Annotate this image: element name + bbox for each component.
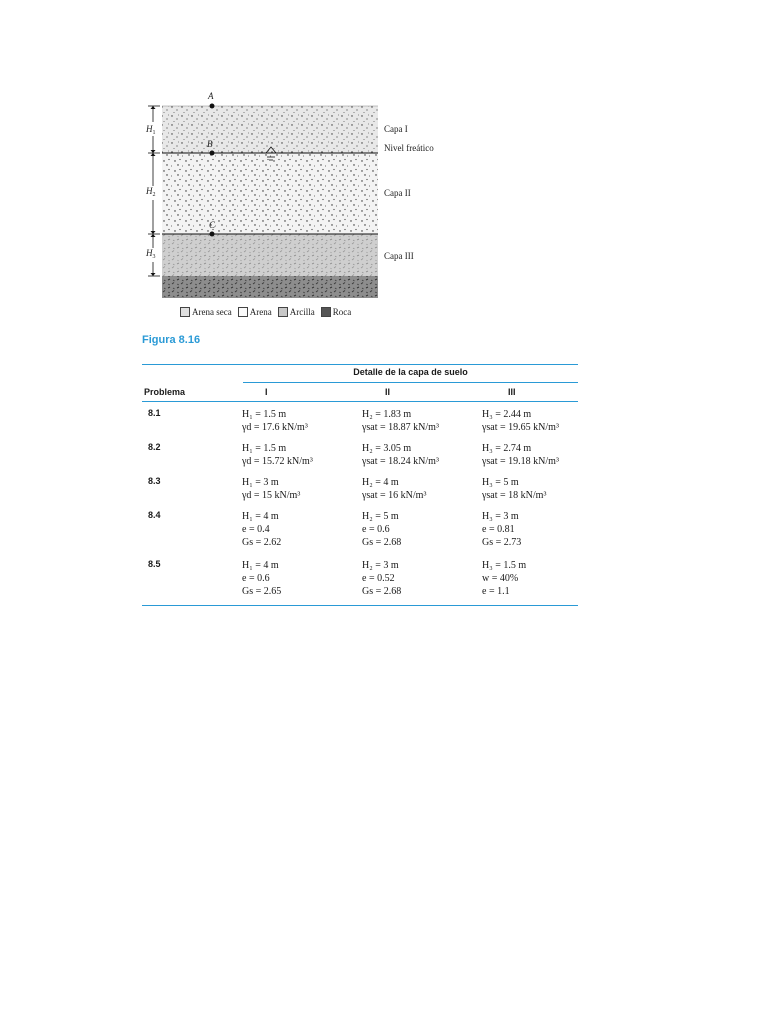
dry-sand-swatch-icon [180, 307, 190, 317]
table-cell [362, 559, 401, 598]
row-header: Problema [144, 387, 186, 397]
cell-line: H₃ = 1.5 m [482, 560, 527, 571]
legend-item-clay [278, 307, 315, 317]
problem-number: 8.4 [148, 510, 161, 520]
cell-line: w = 40% [482, 573, 519, 584]
column-header-iii: III [508, 387, 516, 397]
figure-legend [180, 307, 354, 317]
cell-line: γd = 15 kN/m³ [242, 490, 301, 501]
column-header-i: I [265, 387, 268, 397]
sand-swatch-icon [238, 307, 248, 317]
problem-number: 8.1 [148, 408, 161, 418]
cell-line: e = 0.4 [242, 524, 270, 535]
table-cell [482, 559, 526, 598]
height-h1-label: $H_1$ [146, 124, 156, 136]
cell-line: e = 1.1 [482, 586, 510, 597]
cell-line: H₂ = 3 m [362, 560, 399, 571]
table-cell [362, 476, 426, 502]
soil-profile-drawing [140, 78, 460, 323]
table-cell [242, 442, 313, 468]
height-h2-label: $H_2$ [146, 186, 156, 198]
legend-item-rock [321, 307, 352, 317]
point-c-label: C [209, 220, 216, 230]
cell-line: H₂ = 3.05 m [362, 443, 412, 454]
layer-2-sand [162, 153, 378, 234]
cell-line: H₁ = 4 m [242, 560, 279, 571]
height-h3-label: $H_3$ [146, 248, 156, 260]
legend-label: Arena [249, 307, 272, 317]
point-a-label: A [208, 91, 214, 101]
table-cell [482, 510, 521, 549]
cell-line: Gs = 2.68 [362, 586, 402, 597]
cell-line: Gs = 2.68 [362, 537, 402, 548]
legend-label: Roca [332, 307, 352, 317]
rock-base [162, 276, 378, 298]
table-cell [242, 408, 308, 434]
cell-line: γd = 15.72 kN/m³ [242, 456, 313, 467]
cell-line: H₃ = 2.74 m [482, 443, 532, 454]
rock-swatch-icon [321, 307, 331, 317]
table-cell [242, 559, 281, 598]
cell-line: γsat = 19.65 kN/m³ [482, 422, 559, 433]
capa-1-label: Capa I [384, 124, 408, 134]
point-a [210, 104, 215, 109]
layer-1-dry-sand [162, 106, 378, 153]
clay-swatch-icon [278, 307, 288, 317]
figure-caption: Figura 8.16 [142, 334, 201, 346]
cell-line: H₁ = 3 m [242, 477, 279, 488]
cell-line: H₂ = 1.83 m [362, 409, 412, 420]
problem-number: 8.3 [148, 476, 161, 486]
cell-line: Gs = 2.73 [482, 537, 522, 548]
table-cell [482, 408, 559, 434]
table-cell [482, 476, 546, 502]
cell-line: e = 0.6 [242, 573, 270, 584]
soil-profile-figure [140, 78, 460, 323]
table-cell [362, 442, 439, 468]
table-cell [362, 408, 439, 434]
cell-line: e = 0.81 [482, 524, 515, 535]
cell-line: H₁ = 1.5 m [242, 443, 287, 454]
cell-line: γsat = 16 kN/m³ [362, 490, 427, 501]
column-header-ii: II [385, 387, 391, 397]
cell-line: H₃ = 5 m [482, 477, 519, 488]
cell-line: Gs = 2.65 [242, 586, 282, 597]
cell-line: γsat = 18.87 kN/m³ [362, 422, 439, 433]
cell-line: e = 0.6 [362, 524, 390, 535]
legend-item-dry-sand [180, 307, 232, 317]
capa-3-label: Capa III [384, 251, 414, 261]
legend-item-sand [238, 307, 272, 317]
table-cell [362, 510, 401, 549]
legend-label: Arcilla [289, 307, 315, 317]
point-c [210, 232, 215, 237]
problem-number: 8.2 [148, 442, 161, 452]
table-cell [482, 442, 559, 468]
table-cell [242, 476, 300, 502]
cell-line: γsat = 19.18 kN/m³ [482, 456, 559, 467]
group-header: Detalle de la capa de suelo [353, 367, 468, 377]
cell-line: H₁ = 1.5 m [242, 409, 287, 420]
cell-line: H₁ = 4 m [242, 511, 279, 522]
cell-line: H₂ = 4 m [362, 477, 399, 488]
water-table-label: Nivel freático [384, 143, 434, 153]
problem-number: 8.5 [148, 559, 161, 569]
capa-2-label: Capa II [384, 188, 411, 198]
point-b [210, 151, 215, 156]
cell-line: Gs = 2.62 [242, 537, 282, 548]
cell-line: γsat = 18.24 kN/m³ [362, 456, 439, 467]
problem-table [142, 364, 578, 606]
cell-line: e = 0.52 [362, 573, 395, 584]
cell-line: H₃ = 3 m [482, 511, 519, 522]
table-cell [242, 510, 281, 549]
cell-line: γsat = 18 kN/m³ [482, 490, 547, 501]
layer-3-clay [162, 234, 378, 276]
cell-line: H₂ = 5 m [362, 511, 399, 522]
point-b-label: B [207, 139, 213, 149]
legend-label: Arena seca [192, 307, 232, 317]
cell-line: H₃ = 2.44 m [482, 409, 532, 420]
cell-line: γd = 17.6 kN/m³ [242, 422, 308, 433]
